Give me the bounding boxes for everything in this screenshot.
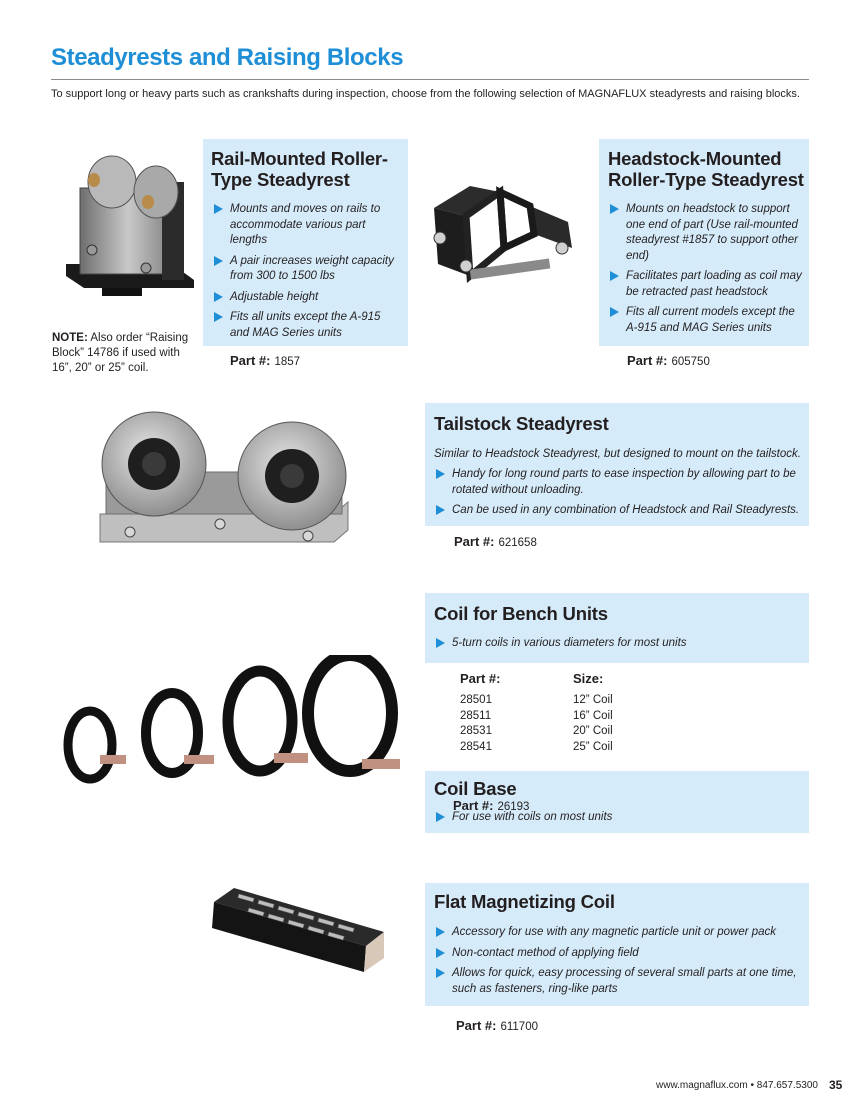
- raising-block-note: [52, 331, 202, 376]
- list-item: A pair increases weight capacity from 300 to 1500 lbs: [212, 254, 402, 285]
- list-item: Allows for quick, easy processing of several small parts at one time, such as fasteners, ring-like parts: [434, 966, 802, 997]
- list-item: Accessory for use with any magnetic particle unit or power pack: [434, 925, 802, 941]
- bullet-triangle-icon: [214, 256, 223, 266]
- list-item: Handy for long round parts to ease inspection by allowing part to be rotated without unloading.: [434, 467, 802, 498]
- coil-base-bullets: [434, 810, 802, 831]
- bullet-triangle-icon: [436, 812, 445, 822]
- headstock-steadyrest-title-line1: Headstock-Mounted: [608, 148, 782, 169]
- headstock-steadyrest-title: [608, 148, 804, 190]
- bullet-triangle-icon: [214, 204, 223, 214]
- coil-table-size-header: Size:: [573, 671, 604, 686]
- rail-steadyrest-panel: [203, 139, 408, 346]
- rail-steadyrest-title-line2: Type Steadyrest: [211, 169, 350, 190]
- rail-steadyrest-bullets: [212, 202, 402, 346]
- headstock-steadyrest-panel: [599, 139, 809, 346]
- coil-table-size-column: [573, 693, 613, 755]
- headstock-steadyrest-image: [430, 178, 582, 288]
- coil-base-title: Coil Base: [434, 778, 517, 799]
- list-item: Non-contact method of applying field: [434, 946, 802, 962]
- part-label: Part #:: [456, 1018, 497, 1033]
- part-label: Part #:: [453, 798, 494, 813]
- table-cell: 28511: [460, 709, 492, 722]
- rail-steadyrest-image: [62, 152, 200, 302]
- table-cell: 28541: [460, 740, 492, 753]
- tailstock-steadyrest-panel: [425, 403, 809, 526]
- bullet-triangle-icon: [436, 505, 445, 515]
- table-cell: 28531: [460, 725, 492, 737]
- part-number: 621658: [498, 537, 537, 549]
- footer-phone: 847.657.5300: [756, 1080, 818, 1091]
- part-label: Part #:: [454, 534, 495, 549]
- flat-coil-part: [456, 1018, 538, 1033]
- table-cell: 28501: [460, 694, 492, 706]
- bullet-triangle-icon: [436, 638, 445, 648]
- part-number: 26193: [497, 801, 530, 813]
- part-label: Part #:: [230, 353, 271, 368]
- intro-text: To support long or heavy parts such as crankshafts during inspection, choose from the following selection of MAGNAFLUX steadyrests and raising blocks.: [51, 88, 800, 100]
- note-label: NOTE:: [52, 332, 88, 344]
- rail-steadyrest-part: [230, 353, 300, 368]
- list-item: Mounts and moves on rails to accommodate various part lengths: [212, 202, 402, 249]
- footer-contact: [656, 1080, 818, 1091]
- bullet-triangle-icon: [610, 271, 619, 281]
- part-label: Part #:: [627, 353, 668, 368]
- table-cell: 20” Coil: [573, 725, 613, 737]
- rail-steadyrest-title-line1: Rail-Mounted Roller-: [211, 148, 388, 169]
- tailstock-steadyrest-image: [96, 402, 352, 552]
- bullet-triangle-icon: [436, 927, 445, 937]
- bullet-triangle-icon: [436, 948, 445, 958]
- note-text: Also order “Raising Block” 14786 if used with 16”, 20” or 25” coil.: [52, 332, 189, 374]
- bullet-triangle-icon: [214, 312, 223, 322]
- headstock-steadyrest-title-line2: Roller-Type Steadyrest: [608, 169, 804, 190]
- tailstock-steadyrest-title: Tailstock Steadyrest: [434, 413, 609, 434]
- coil-table-part-column: [460, 693, 492, 755]
- footer-website: www.magnaflux.com: [656, 1080, 748, 1091]
- coil-bench-bullets: [434, 636, 802, 657]
- bullet-triangle-icon: [610, 307, 619, 317]
- list-item: Mounts on headstock to support one end of part (Use rail-mounted steadyrest #1857 to support other end): [608, 202, 804, 264]
- list-item: Fits all current models except the A-915 and MAG Series units: [608, 305, 804, 336]
- tailstock-bullets: [434, 467, 802, 524]
- flat-coil-panel: [425, 883, 809, 1006]
- list-item: Facilitates part loading as coil may be retracted past headstock: [608, 269, 804, 300]
- bullet-triangle-icon: [436, 469, 445, 479]
- table-cell: 25” Coil: [573, 740, 613, 753]
- list-item: For use with coils on most units: [434, 810, 802, 826]
- bullet-triangle-icon: [214, 292, 223, 302]
- tailstock-description: Similar to Headstock Steadyrest, but designed to mount on the tailstock.: [434, 448, 801, 460]
- list-item: 5-turn coils in various diameters for most units: [434, 636, 802, 652]
- list-item: Fits all units except the A-915 and MAG Series units: [212, 310, 402, 341]
- bullet-triangle-icon: [436, 968, 445, 978]
- coil-base-panel: [425, 771, 809, 833]
- headstock-steadyrest-part: [627, 353, 710, 368]
- footer-separator: •: [750, 1080, 754, 1091]
- table-cell: 12” Coil: [573, 694, 613, 706]
- table-cell: 16” Coil: [573, 709, 613, 722]
- list-item: Can be used in any combination of Headstock and Rail Steadyrests.: [434, 503, 802, 519]
- flat-coil-bullets: [434, 925, 802, 1002]
- coil-bench-title: Coil for Bench Units: [434, 603, 608, 624]
- flat-coil-image: [208, 880, 386, 974]
- bullet-triangle-icon: [610, 204, 619, 214]
- page-title: Steadyrests and Raising Blocks: [51, 44, 404, 71]
- coil-table-part-header: Part #:: [460, 671, 501, 686]
- part-number: 605750: [671, 356, 710, 368]
- bench-coils-image: [60, 655, 405, 790]
- part-number: 1857: [274, 356, 301, 368]
- tailstock-part: [454, 534, 537, 549]
- rail-steadyrest-title: [211, 148, 388, 190]
- headstock-steadyrest-bullets: [608, 202, 804, 341]
- list-item: Adjustable height: [212, 290, 402, 306]
- coil-bench-panel: [425, 593, 809, 663]
- flat-coil-title: Flat Magnetizing Coil: [434, 891, 615, 912]
- title-divider: [51, 79, 809, 80]
- part-number: 611700: [500, 1021, 538, 1033]
- page-number: 35: [829, 1078, 843, 1092]
